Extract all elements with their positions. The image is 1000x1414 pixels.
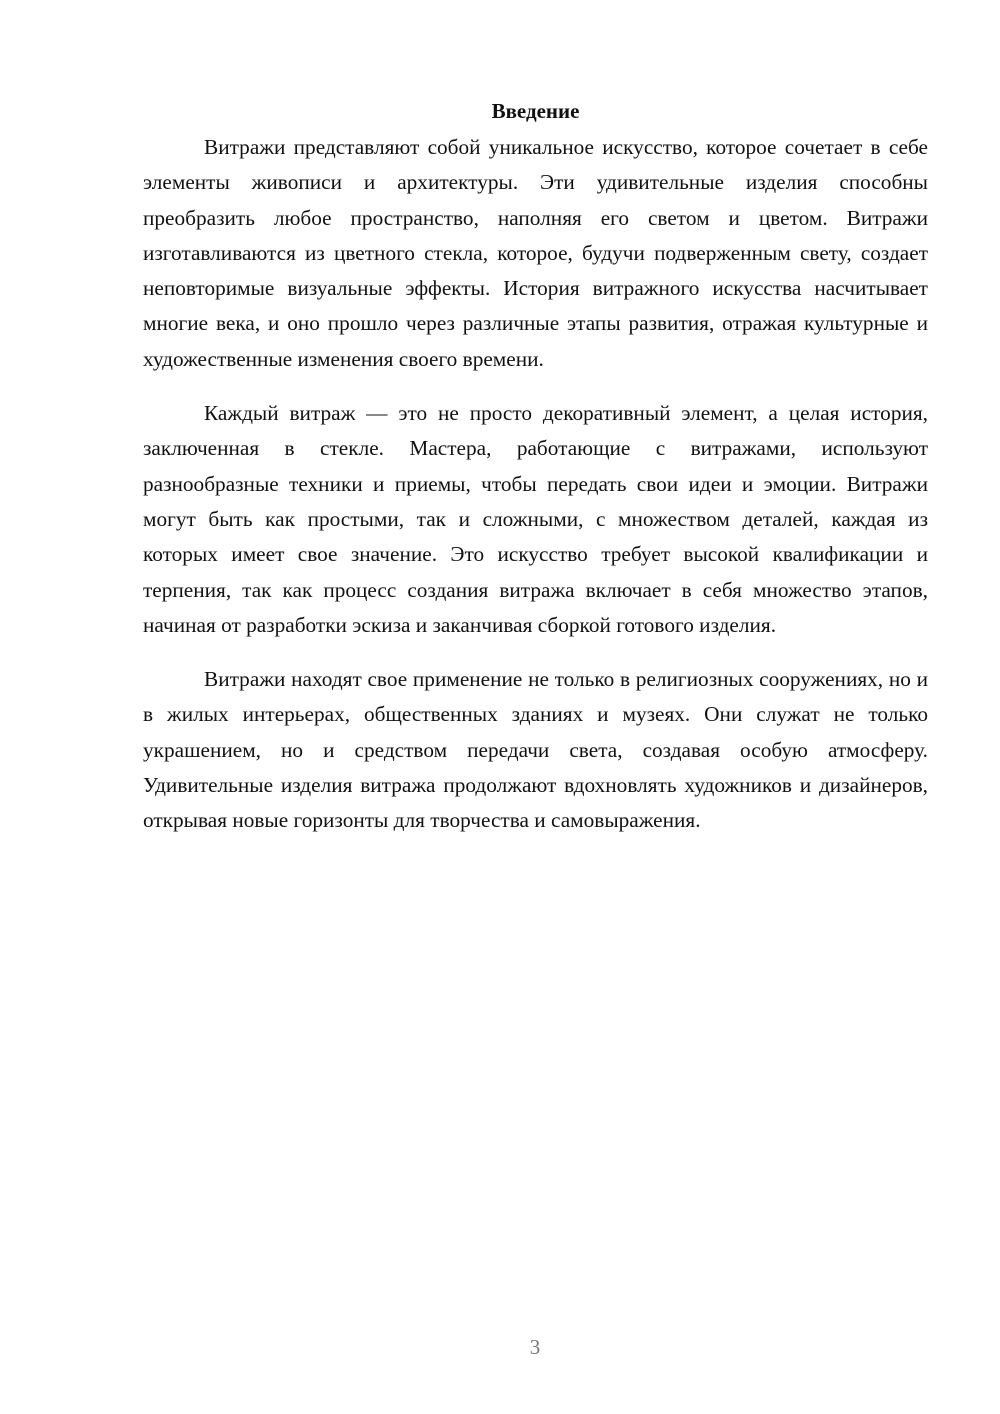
page-number: 3 bbox=[529, 1335, 541, 1359]
paragraph-3: Витражи находят свое применение не только в религиозных сооружениях, но и в жилых интерьерах, общественных зданиях и музеях. Они служат не только украшением, но и средством передачи света, создавая особую атмосферу. Удивительные изделия витража продолжают вдохновлять художников и дизайнеров, открывая новые горизонты для творчества и самовыражения. bbox=[143, 667, 928, 833]
page-content bbox=[143, 96, 928, 858]
paragraph-2: Каждый витраж — это не просто декоративный элемент, а целая история, заключенная в стекле. Мастера, работающие с витражами, используют разнообразные техники и приемы, чтобы передать свои идеи и эмоции. Витражи могут быть как простыми, так и сложными, с множеством деталей, каждая из которых имеет свое значение. Это искусство требует высокой квалификации и терпения, так как процесс создания витража включает в себя множество этапов, начиная от разработки эскиза и заканчивая сборкой готового изделия. bbox=[143, 401, 928, 637]
section-heading: Введение bbox=[491, 99, 580, 123]
paragraph-1: Витражи представляют собой уникальное искусство, которое сочетает в себе элементы живописи и архитектуры. Эти удивительные изделия способны преобразить любое пространство, наполняя его светом и цветом. Витражи изготавливаются из цветного стекла, которое, будучи подверженным свету, создает неповторимые визуальные эффекты. История витражного искусства насчитывает многие века, и оно прошло через различные этапы развития, отражая культурные и художественные изменения своего времени. bbox=[143, 135, 928, 371]
